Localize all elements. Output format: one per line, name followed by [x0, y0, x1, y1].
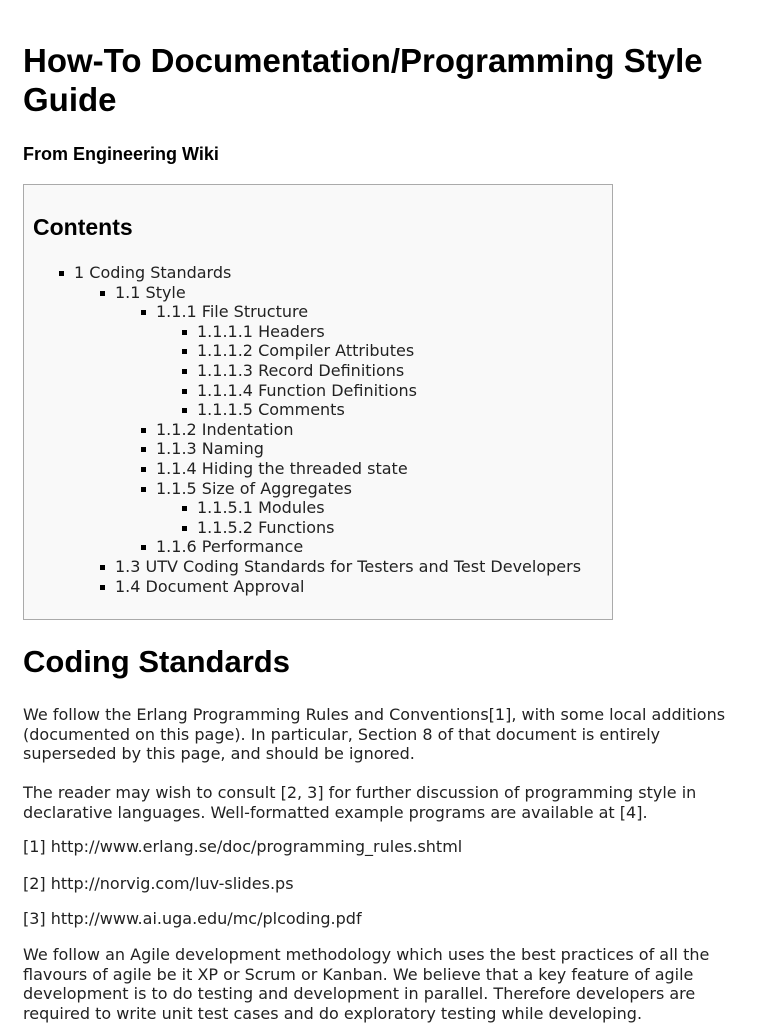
bullet-icon	[182, 389, 187, 394]
toc-item-label[interactable]: 1.3 UTV Coding Standards for Testers and Test Developers	[115, 556, 582, 576]
bullet-icon	[59, 271, 64, 276]
toc-item-label[interactable]: 1.1.1.3 Record Definitions	[197, 360, 405, 380]
bullet-icon	[182, 506, 187, 511]
bullet-icon	[100, 291, 105, 296]
page-subtitle: From Engineering Wiki	[23, 144, 219, 164]
section-heading-coding-standards: Coding Standards	[23, 644, 290, 679]
toc-item-label[interactable]: 1.1.1.4 Function Definitions	[197, 380, 418, 400]
intro-paragraph: We follow the Erlang Programming Rules and Conventions[1], with some local additions (documented on this page). In particular, Section 8 of that document is entirely superseded by this page, and should be ignored.	[23, 705, 726, 764]
bullet-icon	[141, 545, 146, 550]
bullet-icon	[182, 349, 187, 354]
toc-item-label[interactable]: 1.1.2 Indentation	[156, 419, 294, 439]
methodology-paragraph: We follow an Agile development methodology which uses the best practices of all the flavours of agile be it XP or Scrum or Kanban. We believe that a key feature of agile development is to do testing and development in parallel. Therefore developers are required to write unit test cases and do exploratory testing while developing.	[23, 945, 710, 1023]
bullet-icon	[182, 330, 187, 335]
reference-item: [2] http://norvig.com/luv-slides.ps	[23, 874, 294, 893]
bullet-icon	[141, 487, 146, 492]
toc-item-label[interactable]: 1.1.1 File Structure	[156, 302, 309, 322]
toc-item-label[interactable]: 1.1.5.2 Functions	[197, 517, 335, 537]
toc-item-label[interactable]: 1.1.1.2 Compiler Attributes	[197, 341, 415, 361]
bullet-icon	[141, 447, 146, 452]
bullet-icon	[141, 310, 146, 315]
toc-item-label[interactable]: 1.1.3 Naming	[156, 439, 264, 459]
bullet-icon	[100, 585, 105, 590]
toc-item-label[interactable]: 1.1.1.5 Comments	[197, 400, 345, 420]
toc-title: Contents	[33, 214, 133, 240]
table-of-contents	[23, 184, 613, 620]
toc-item-label[interactable]: 1.1.1.1 Headers	[197, 321, 325, 341]
bullet-icon	[182, 408, 187, 413]
bullet-icon	[141, 467, 146, 472]
bullet-icon	[141, 428, 146, 433]
bullet-icon	[182, 526, 187, 531]
reading-paragraph: The reader may wish to consult [2, 3] for further discussion of programming style in declarative languages. Well-formatted example programs are available at [4].	[23, 783, 697, 822]
page-title: How-To Documentation/Programming Style Guide	[23, 42, 703, 118]
bullet-icon	[100, 565, 105, 570]
bullet-icon	[182, 369, 187, 374]
toc-item-label[interactable]: 1.1 Style	[115, 282, 186, 302]
reference-item: [1] http://www.erlang.se/doc/programming_rules.shtml	[23, 837, 463, 856]
toc-item-label[interactable]: 1.1.6 Performance	[156, 537, 304, 557]
toc-item-label[interactable]: 1.1.4 Hiding the threaded state	[156, 458, 408, 478]
toc-item-label[interactable]: 1 Coding Standards	[74, 263, 232, 282]
reference-item: [3] http://www.ai.uga.edu/mc/plcoding.pdf	[23, 909, 362, 928]
toc-item-label[interactable]: 1.1.5 Size of Aggregates	[156, 478, 352, 498]
toc-item-label[interactable]: 1.1.5.1 Modules	[197, 498, 325, 518]
toc-item-label[interactable]: 1.4 Document Approval	[115, 576, 305, 596]
